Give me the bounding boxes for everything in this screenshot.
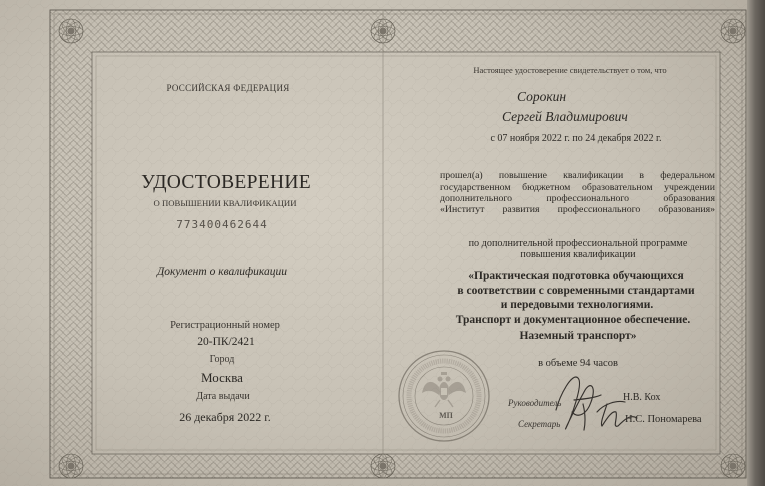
signatory-name-secretary: Н.С. Пономарева (625, 414, 702, 425)
document-type: Документ о квалификации (156, 266, 288, 278)
program-title-line: Наземный транспорт» (519, 330, 637, 342)
signature-secretary (597, 401, 637, 426)
institution-line: прошел(а) повышение квалификации в федеральном (440, 170, 715, 181)
institution-line: дополнительного профессионального образования (440, 192, 715, 204)
city-value: Москва (201, 369, 243, 385)
institution-line: «Институт развития профессионального образования» (440, 204, 715, 215)
registration-label: Регистрационный номер (170, 320, 280, 331)
program-hours: в объеме 94 часов (538, 358, 618, 369)
program-intro-line: по дополнительной профессиональной программе (468, 238, 688, 249)
document-subtitle: О ПОВЫШЕНИИ КВАЛИФИКАЦИИ (153, 197, 297, 208)
program-intro-line: повышения квалификации (520, 249, 636, 260)
signatory-role-secretary: Секретарь (518, 418, 561, 429)
signatory-role-director: Руководитель (508, 397, 562, 408)
program-title-line: в соответствии с современными стандартами (457, 285, 695, 297)
seal-mark: МП (439, 411, 453, 420)
document-title: УДОСТОВЕРЕНИЕ (141, 172, 311, 193)
holder-given-names: Сергей Владимирович (502, 109, 628, 124)
program-title-line: Транспорт и документационное обеспечение. (455, 314, 691, 326)
signature-director (556, 377, 601, 430)
institution-line: государственном бюджетном образовательном учреждении (440, 181, 715, 193)
program-title-line: и передовыми технологиями. (500, 299, 654, 311)
signatory-name-director: Н.В. Кох (623, 392, 661, 403)
registration-number: 20-ПК/2421 (197, 336, 255, 348)
document-number: 773400462644 (176, 217, 268, 231)
issue-date-value: 26 декабря 2022 г. (179, 410, 271, 424)
holder-surname: Сорокин (517, 89, 567, 104)
intro-text: Настоящее удостоверение свидетельствует о том, что (473, 64, 667, 75)
country-name: РОССИЙСКАЯ ФЕДЕРАЦИЯ (166, 82, 290, 93)
city-label: Город (209, 354, 235, 365)
training-period: с 07 ноября 2022 г. по 24 декабря 2022 г. (490, 133, 662, 144)
program-title-line: «Практическая подготовка обучающихся (468, 270, 684, 282)
issue-date-label: Дата выдачи (196, 391, 250, 402)
